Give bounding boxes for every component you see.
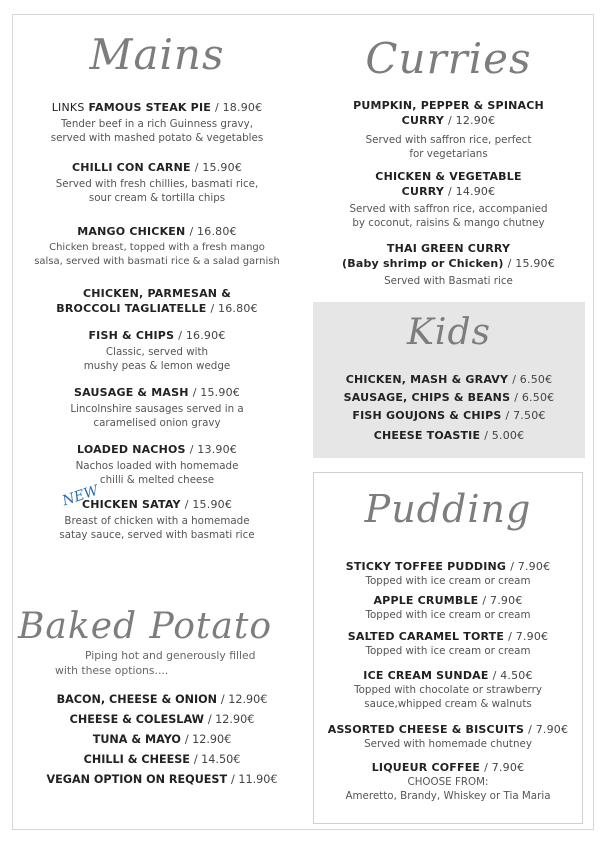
intro-line: Piping hot and generously filled <box>85 649 256 662</box>
baked-item <box>22 753 302 766</box>
item-name: THAI GREEN CURRY <box>386 242 511 255</box>
item-price: / 7.90€ <box>508 630 549 643</box>
item-name: ASSORTED CHEESE & BISCUITS <box>327 723 525 736</box>
item-desc: by coconut, raisins & mango chutney <box>352 217 545 229</box>
item-name: VEGAN OPTION ON REQUEST <box>46 773 228 786</box>
item-name: CHEESE TOASTIE <box>373 429 481 442</box>
item-price: / 15.90€ <box>184 498 233 511</box>
item-name: FISH GOUJONS & CHIPS <box>352 409 502 422</box>
item-desc: for vegetarians <box>409 148 488 160</box>
item-price: / 16.80€ <box>189 225 237 238</box>
item-name: TUNA & MAYO <box>92 733 181 746</box>
menu-item-loaded-nachos <box>22 442 292 487</box>
menu-item-chilli-con-carne <box>22 160 292 205</box>
item-price: / 12.90€ <box>184 733 232 746</box>
menu-item-tagliatelle <box>22 286 292 316</box>
pudding-item <box>314 629 582 658</box>
item-price: / 5.00€ <box>484 429 525 442</box>
menu-item-fish-chips <box>22 328 292 373</box>
item-desc: Served with Basmati rice <box>384 275 513 287</box>
kids-item <box>313 408 585 423</box>
item-desc: Tender beef in a rich Guinness gravy, <box>61 118 253 130</box>
baked-item <box>22 693 302 706</box>
curries-heading: Curries <box>365 34 532 83</box>
item-name: (Baby shrimp or Chicken) <box>342 257 504 270</box>
item-desc: chilli & melted cheese <box>99 474 215 486</box>
item-desc: Served with saffron rice, accompanied <box>349 203 548 215</box>
item-name: PUMPKIN, PEPPER & SPINACH <box>353 99 544 112</box>
item-price: / 11.90€ <box>231 773 278 786</box>
item-desc: Topped with chocolate or strawberry <box>354 684 542 696</box>
item-desc: Served with homemade chutney <box>364 738 532 750</box>
item-desc: CHOOSE FROM: <box>407 776 489 788</box>
item-price: / 16.80€ <box>210 302 258 315</box>
mains-heading: Mains <box>89 30 225 79</box>
kids-item <box>313 390 585 405</box>
item-name: SAUSAGE & MASH <box>74 386 189 399</box>
menu-item-steak-pie <box>22 100 292 145</box>
item-name: SAUSAGE, CHIPS & BEANS <box>343 391 511 404</box>
baked-potato-heading: Baked Potato <box>17 606 273 647</box>
item-name: LOADED NACHOS <box>77 443 186 456</box>
item-desc: salsa, served with basmati rice & a salad garnish <box>34 256 280 267</box>
item-desc: sauce,whipped cream & walnuts <box>364 698 532 710</box>
baked-item <box>22 773 302 786</box>
item-name: MANGO CHICKEN <box>77 225 186 238</box>
pudding-heading: Pudding <box>364 487 532 531</box>
menu-item-thai-green-curry <box>312 241 585 288</box>
item-name: SALTED CARAMEL TORTE <box>347 630 505 643</box>
item-desc: sour cream & tortilla chips <box>88 192 226 204</box>
pudding-section <box>313 472 583 824</box>
item-name: CHICKEN, PARMESAN & <box>82 287 232 300</box>
kids-heading: Kids <box>407 312 491 353</box>
item-desc: Nachos loaded with homemade <box>75 460 239 472</box>
item-price: / 6.50€ <box>514 391 555 404</box>
item-name: CHICKEN SATAY <box>81 498 181 511</box>
item-price: / 12.90€ <box>448 114 496 127</box>
menu-item-sausage-mash <box>22 385 292 430</box>
item-price: / 15.90€ <box>192 386 240 399</box>
item-name: CURRY <box>401 185 444 198</box>
baked-item <box>22 713 302 726</box>
item-price: / 15.90€ <box>194 161 243 174</box>
item-desc: Served with fresh chillies, basmati rice, <box>55 178 259 190</box>
menu-item-chicken-veg-curry <box>312 169 585 230</box>
baked-item <box>22 733 302 746</box>
item-desc: served with mashed potato & vegetables <box>50 132 264 144</box>
item-price: / 7.90€ <box>528 723 569 736</box>
item-name: STICKY TOFFEE PUDDING <box>345 560 507 573</box>
item-name: CHILLI & CHEESE <box>83 753 190 766</box>
item-name: FAMOUS STEAK PIE <box>88 101 211 114</box>
item-name: BROCCOLI TAGLIATELLE <box>56 302 207 315</box>
item-desc: Served with saffron rice, perfect <box>365 134 532 146</box>
item-name: CHEESE & COLESLAW <box>69 713 204 726</box>
item-price: / 4.50€ <box>492 669 533 682</box>
menu-item-pumpkin-curry <box>312 98 585 161</box>
item-name: ICE CREAM SUNDAE <box>363 669 489 682</box>
menu-item-mango-chicken <box>22 224 292 269</box>
pudding-item <box>314 722 582 751</box>
intro-line: with these options.... <box>55 664 169 677</box>
item-name: CURRY <box>401 114 444 127</box>
item-name: CHICKEN & VEGETABLE <box>375 170 522 183</box>
item-desc: Breast of chicken with a homemade <box>64 515 250 527</box>
kids-item <box>313 428 585 443</box>
item-desc: satay sauce, served with basmati rice <box>59 529 255 541</box>
pudding-item <box>314 760 582 803</box>
pudding-item <box>314 593 582 622</box>
item-price: / 18.90€ <box>215 101 263 114</box>
menu-item-chicken-satay <box>22 497 292 542</box>
item-price: / 6.50€ <box>512 373 553 386</box>
item-name: APPLE CRUMBLE <box>373 594 479 607</box>
item-price: / 15.90€ <box>507 257 555 270</box>
item-name: LIQUEUR COFFEE <box>371 761 481 774</box>
item-desc: Chicken breast, topped with a fresh mango <box>49 242 265 253</box>
item-price: / 7.50€ <box>505 409 546 422</box>
item-price: / 13.90€ <box>189 443 237 456</box>
pudding-item <box>314 668 582 711</box>
item-desc: Topped with ice cream or cream <box>365 645 531 657</box>
item-price: / 16.90€ <box>178 329 226 342</box>
pudding-item <box>314 559 582 588</box>
item-price: / 7.90€ <box>510 560 551 573</box>
item-price: / 12.90€ <box>220 693 268 706</box>
new-badge: NEW <box>60 482 101 510</box>
item-price: / 12.90€ <box>207 713 255 726</box>
item-desc: Ameretto, Brandy, Whiskey or Tia Maria <box>345 790 551 802</box>
item-desc: Lincolnshire sausages served in a <box>70 403 244 415</box>
item-price: / 14.90€ <box>448 185 496 198</box>
item-desc: Topped with ice cream or cream <box>365 575 531 587</box>
item-price: / 7.90€ <box>484 761 525 774</box>
item-name: CHICKEN, MASH & GRAVY <box>345 373 509 386</box>
item-desc: Classic, served with <box>105 346 209 358</box>
item-desc: mushy peas & lemon wedge <box>83 360 231 372</box>
item-prefix: LINKS <box>51 101 85 114</box>
item-price: / 14.50€ <box>193 753 241 766</box>
item-name: CHILLI CON CARNE <box>71 161 191 174</box>
item-name: BACON, CHEESE & ONION <box>56 693 218 706</box>
item-price: / 7.90€ <box>482 594 523 607</box>
baked-potato-intro <box>55 648 285 678</box>
kids-section <box>313 302 585 458</box>
item-desc: caramelised onion gravy <box>93 417 221 429</box>
item-name: FISH & CHIPS <box>88 329 175 342</box>
item-desc: Topped with ice cream or cream <box>365 609 531 621</box>
kids-item <box>313 372 585 387</box>
